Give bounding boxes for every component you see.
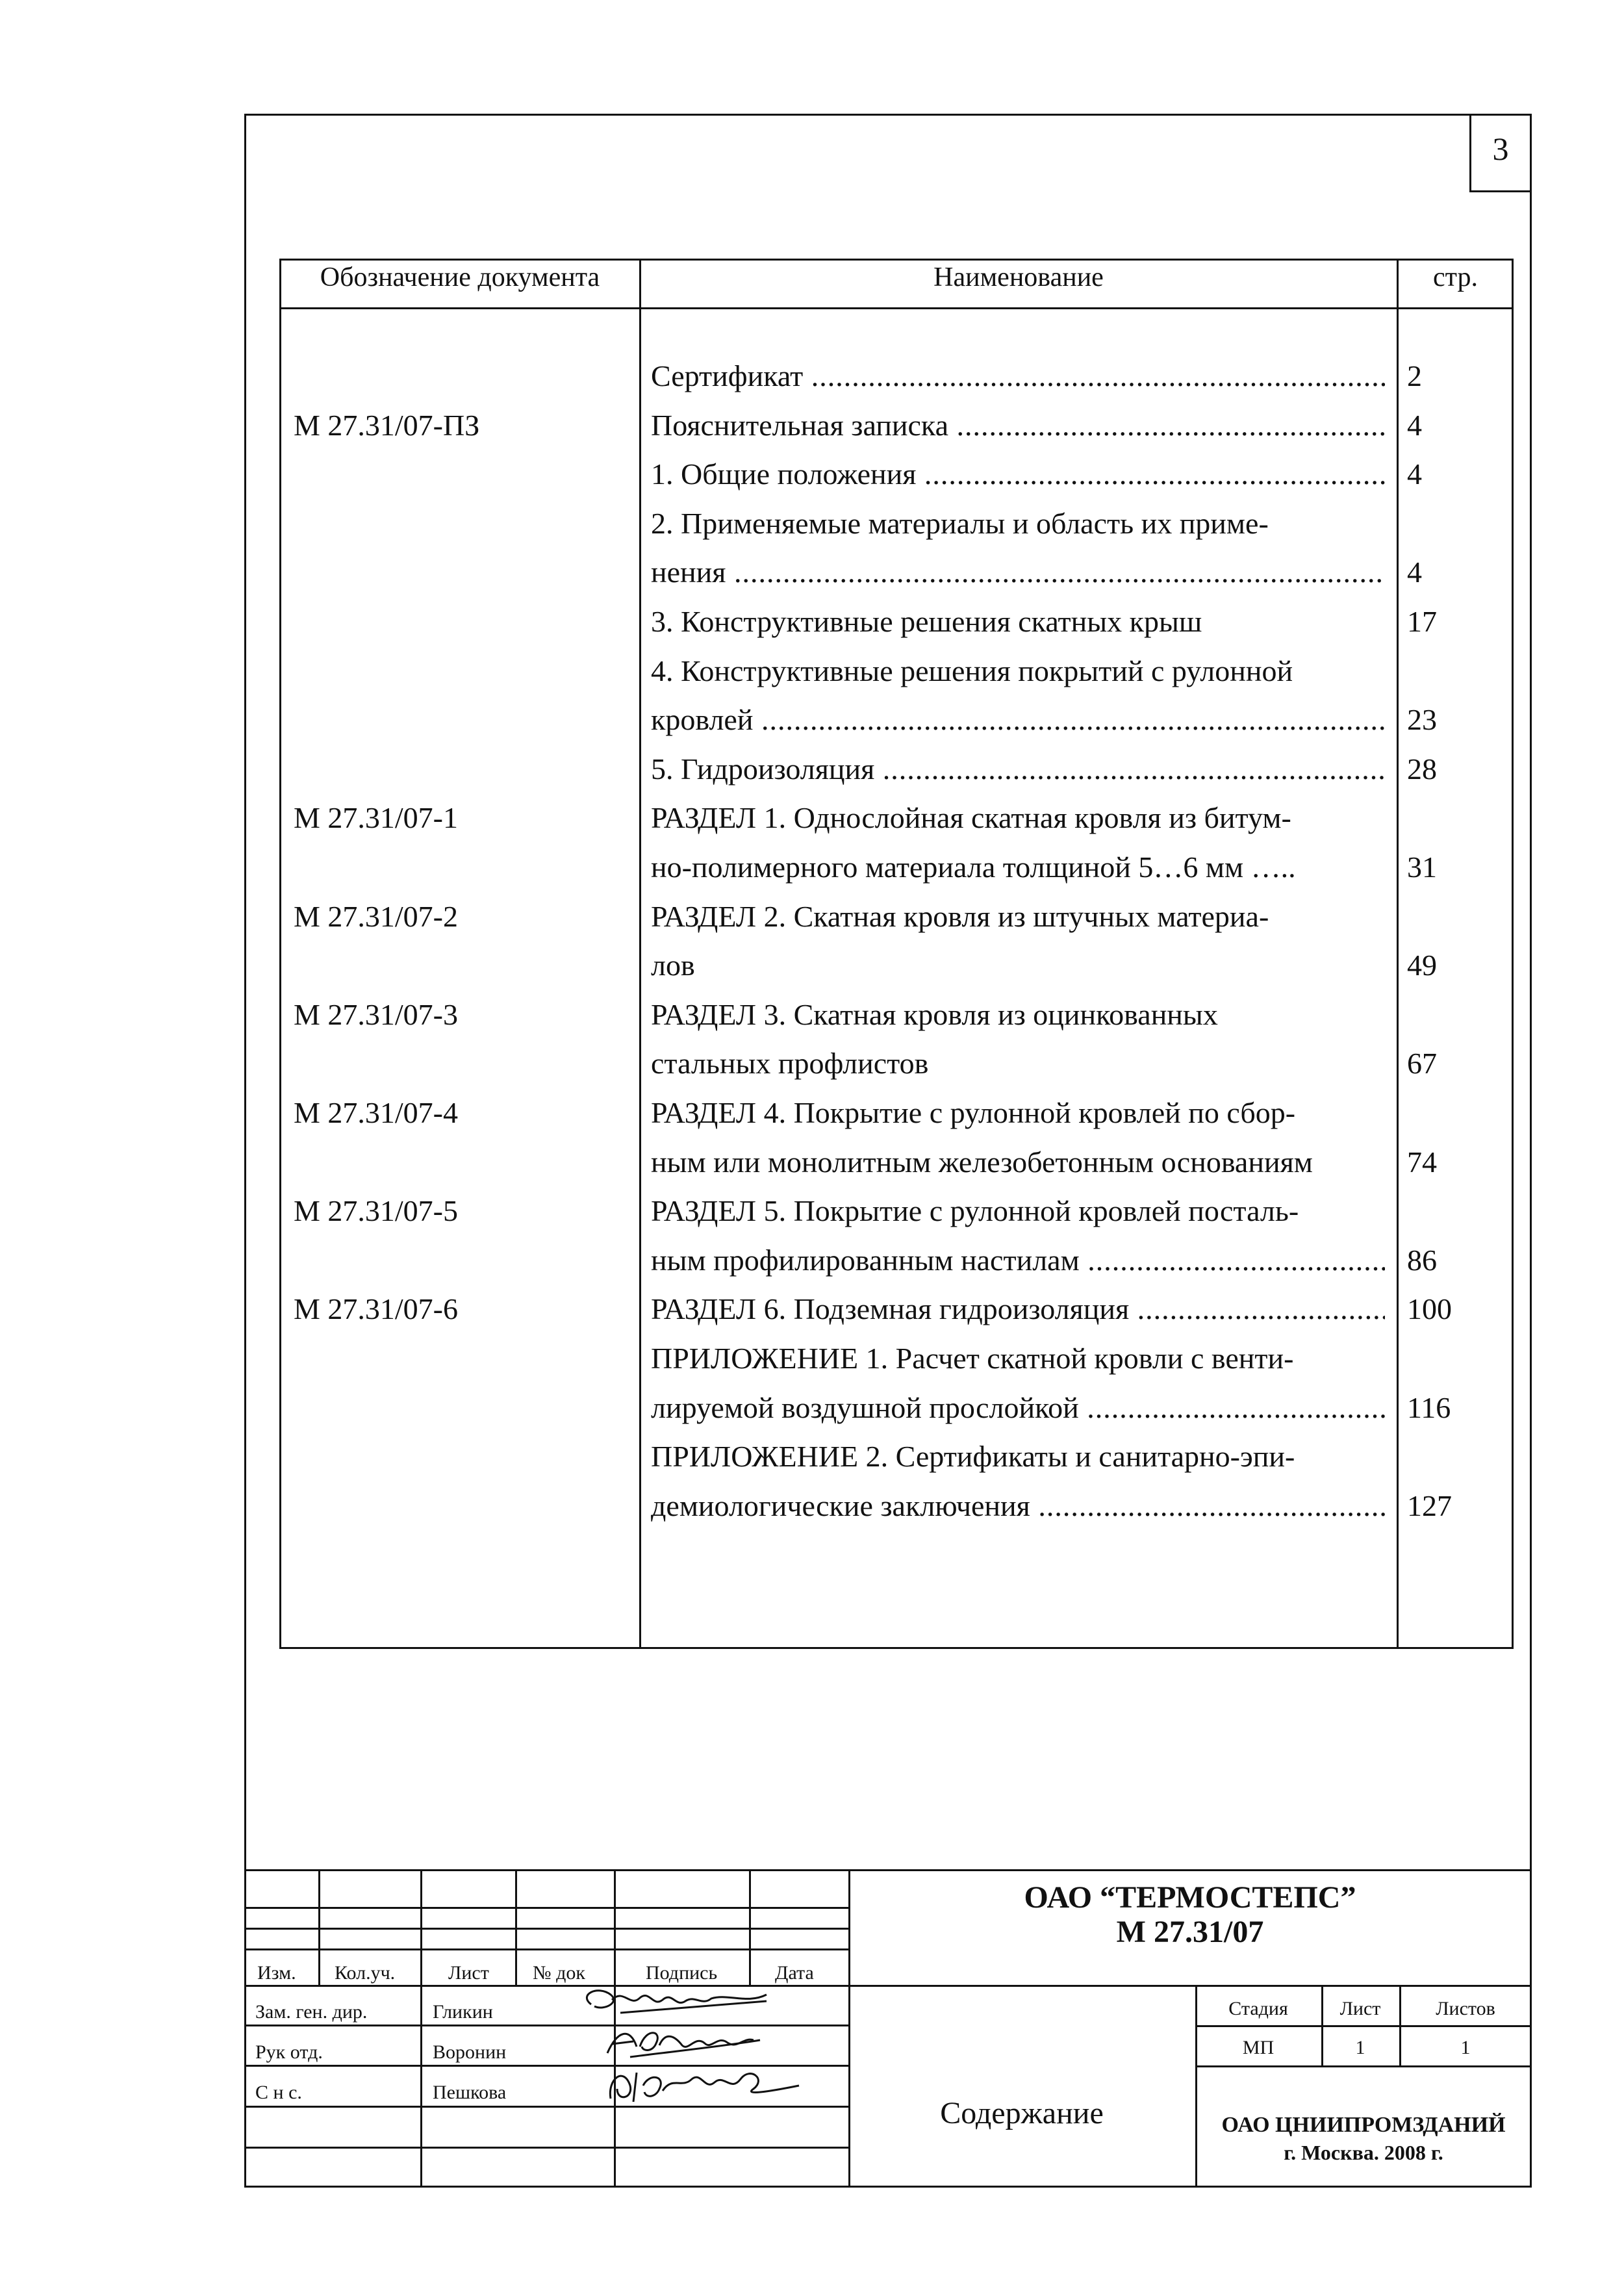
tb-line bbox=[244, 2147, 848, 2149]
person-2: Воронин bbox=[433, 2041, 507, 2063]
doc-title: Содержание bbox=[940, 2096, 1104, 2130]
col-list-label: Лист bbox=[448, 1962, 489, 1984]
toc-row-page: 49 bbox=[1407, 949, 1437, 982]
toc-row-name: РАЗДЕЛ 5. Покрытие с рулонной кровлей посталь- bbox=[651, 1194, 1299, 1227]
toc-row-page: 4 bbox=[1407, 457, 1422, 491]
toc-row-page: 127 bbox=[1407, 1489, 1452, 1522]
toc-row-name: Пояснительная записка ..... bbox=[651, 408, 1385, 442]
toc-row-name: но-полимерного материала толщиной 5…6 мм ….. bbox=[651, 850, 1296, 884]
toc-row-page: 2 bbox=[1407, 359, 1422, 392]
toc-row-name: Сертификат ..... bbox=[651, 359, 1385, 393]
role-1: Зам. ген. дир. bbox=[255, 2001, 368, 2023]
signatures-drawing bbox=[572, 1975, 844, 2118]
tb-line bbox=[244, 1907, 848, 1909]
sheets-header: Листов bbox=[1436, 1998, 1495, 2019]
toc-row-page: 31 bbox=[1407, 850, 1437, 884]
toc-row-name: 1. Общие положения ..... bbox=[651, 457, 1385, 491]
city-year: г. Москва. 2008 г. bbox=[1284, 2141, 1443, 2164]
toc-row-name: ным профилированным настилам ..... bbox=[651, 1243, 1385, 1277]
col-data-label: Дата bbox=[775, 1962, 814, 1984]
person-3: Пешкова bbox=[433, 2082, 507, 2103]
toc-divider-1 bbox=[639, 259, 641, 1649]
toc-row-code: М 27.31/07-5 bbox=[294, 1194, 458, 1227]
tb-line bbox=[244, 1948, 848, 1950]
toc-row-page: 116 bbox=[1407, 1391, 1451, 1424]
stage-value: МП bbox=[1242, 2037, 1275, 2058]
toc-row-name: РАЗДЕЛ 3. Скатная кровля из оцинкованных bbox=[651, 998, 1218, 1031]
col-podpis-label: Подпись bbox=[646, 1962, 718, 1984]
stage-header: Стадия bbox=[1228, 1998, 1288, 2019]
toc-row-name: демиологические заключения ..... bbox=[651, 1488, 1385, 1523]
toc-row-page: 74 bbox=[1407, 1145, 1437, 1179]
toc-header-divider bbox=[279, 307, 1514, 309]
toc-row-name: ПРИЛОЖЕНИЕ 2. Сертификаты и санитарно-эпи- bbox=[651, 1440, 1295, 1473]
tb-col bbox=[420, 1869, 422, 2188]
tb-line bbox=[244, 1928, 848, 1930]
tb-col bbox=[318, 1869, 320, 1985]
company-name: ОАО “ТЕРМОСТЕПС” bbox=[1024, 1880, 1356, 1915]
toc-row-name: РАЗДЕЛ 6. Подземная гидроизоляция ..... bbox=[651, 1292, 1385, 1326]
toc-row-page: 4 bbox=[1407, 556, 1422, 589]
tb-col bbox=[749, 1869, 751, 1985]
toc-row-code: М 27.31/07-ПЗ bbox=[294, 409, 480, 442]
toc-header-code: Обозначение документа bbox=[320, 262, 600, 292]
toc-row-name: 2. Применяемые материалы и область их приме- bbox=[651, 507, 1269, 540]
doc-code: М 27.31/07 bbox=[1116, 1915, 1264, 1949]
toc-row-page: 86 bbox=[1407, 1244, 1437, 1277]
toc-row-name: 3. Конструктивные решения скатных крыш bbox=[651, 605, 1202, 638]
toc-row-code: М 27.31/07-1 bbox=[294, 801, 458, 834]
toc-row-name: нения ..... bbox=[651, 555, 1385, 589]
toc-row-page: 67 bbox=[1407, 1047, 1437, 1080]
col-ndoc-label: № док bbox=[533, 1962, 585, 1984]
toc-divider-2 bbox=[1397, 259, 1399, 1649]
toc-row-name: РАЗДЕЛ 2. Скатная кровля из штучных материа- bbox=[651, 900, 1269, 933]
toc-row-name: лируемой воздушной прослойкой ..... bbox=[651, 1390, 1385, 1425]
person-1: Гликин bbox=[433, 2001, 493, 2023]
sheet-header: Лист bbox=[1339, 1998, 1381, 2019]
toc-row-name: 5. Гидроизоляция ..... bbox=[651, 752, 1385, 786]
tb-line bbox=[1195, 2025, 1532, 2027]
toc-row-name: кровлей ..... bbox=[651, 702, 1385, 737]
toc-row-code: М 27.31/07-3 bbox=[294, 998, 458, 1031]
toc-row-name: РАЗДЕЛ 4. Покрытие с рулонной кровлей по сбор- bbox=[651, 1096, 1296, 1129]
tb-col bbox=[515, 1869, 517, 1985]
toc-row-code: М 27.31/07-4 bbox=[294, 1096, 458, 1129]
toc-row-code: М 27.31/07-2 bbox=[294, 900, 458, 933]
toc-row-page: 23 bbox=[1407, 703, 1437, 736]
toc-row-name: лов bbox=[651, 949, 695, 982]
toc-row-code: М 27.31/07-6 bbox=[294, 1292, 458, 1325]
tb-line bbox=[1195, 2065, 1532, 2067]
toc-row-page: 4 bbox=[1407, 409, 1422, 442]
toc-row-name: ПРИЛОЖЕНИЕ 1. Расчет скатной кровли с венти- bbox=[651, 1342, 1294, 1375]
toc-row-page: 17 bbox=[1407, 605, 1437, 638]
toc-header-page: стр. bbox=[1432, 262, 1478, 292]
toc-header-name: Наименование bbox=[933, 262, 1104, 292]
page-number: 3 bbox=[1492, 131, 1509, 167]
toc-row-name: 4. Конструктивные решения покрытий с рулонной bbox=[651, 654, 1293, 687]
toc-row-page: 100 bbox=[1407, 1292, 1452, 1325]
toc-row-page: 28 bbox=[1407, 752, 1437, 786]
toc-row-name: стальных профлистов bbox=[651, 1047, 929, 1080]
tb-line bbox=[244, 1985, 1532, 1987]
sheet-value: 1 bbox=[1355, 2037, 1365, 2058]
toc-row-name: РАЗДЕЛ 1. Однослойная скатная кровля из битум- bbox=[651, 801, 1291, 834]
role-2: Рук отд. bbox=[255, 2041, 323, 2063]
sheets-value: 1 bbox=[1460, 2037, 1471, 2058]
col-izm-label: Изм. bbox=[257, 1962, 296, 1984]
col-kol-label: Кол.уч. bbox=[335, 1962, 396, 1984]
toc-row-name: ным или монолитным железобетонным основаниям bbox=[651, 1145, 1313, 1179]
title-block-top-line bbox=[244, 1869, 1532, 1871]
role-3: С н с. bbox=[255, 2082, 302, 2103]
organization: ОАО ЦНИИПРОМЗДАНИЙ bbox=[1221, 2113, 1506, 2137]
